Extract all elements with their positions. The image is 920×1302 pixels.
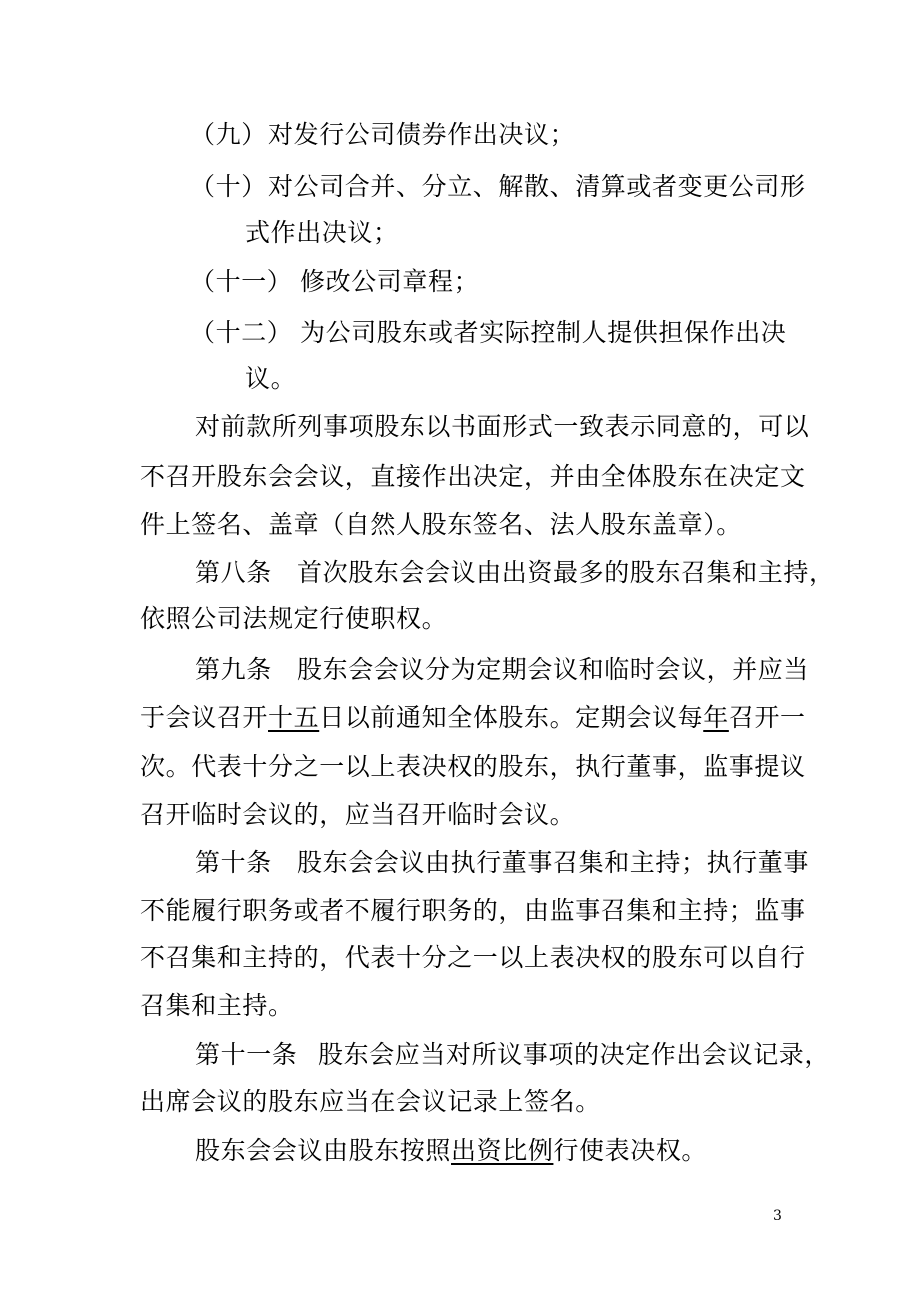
text-segment: 于会议召开 — [140, 703, 269, 732]
text-segment: 行使表决权。 — [553, 1136, 708, 1165]
article-heading: 第八条 — [195, 558, 272, 587]
item-number: （九） — [190, 120, 267, 149]
paragraph-line: 件上签名、盖章（自然人股东签名、法人股东盖章）。 — [140, 510, 742, 539]
underlined-capital-ratio: 出资比例 — [451, 1136, 554, 1165]
paragraph-line: 召开临时会议的，应当召开临时会议。 — [140, 800, 576, 829]
item-text: 修改公司章程； — [300, 267, 480, 296]
paragraph-line: 股东会会议由执行董事召集和主持；执行董事 — [297, 848, 810, 877]
underlined-year: 年 — [703, 703, 729, 732]
paragraph-line — [140, 703, 806, 733]
item-number: （十一） — [190, 267, 293, 296]
paragraph-line: 出席会议的股东应当在会议记录上签名。 — [140, 1087, 601, 1116]
text-segment: 召开一 — [728, 703, 806, 732]
item-text-continued: 式作出决议； — [245, 218, 399, 247]
paragraph-line — [195, 1136, 707, 1166]
article-heading: 第十条 — [195, 848, 272, 877]
paragraph-line: 不召集和主持的，代表十分之一以上表决权的股东可以自行 — [140, 943, 806, 972]
item-number: （十二） — [190, 318, 293, 347]
paragraph-line: 对前款所列事项股东以书面形式一致表示同意的，可以 — [195, 412, 810, 441]
paragraph-line: 首次股东会会议由出资最多的股东召集和主持， — [297, 558, 835, 587]
paragraph-line: 股东会应当对所议事项的决定作出会议记录， — [318, 1040, 831, 1069]
item-text-continued: 议。 — [245, 364, 297, 393]
item-number: （十） — [190, 172, 267, 201]
paragraph-line: 依照公司法规定行使职权。 — [140, 604, 448, 633]
paragraph-line: 股东会会议分为定期会议和临时会议，并应当 — [297, 655, 810, 684]
underlined-days: 十五 — [268, 703, 320, 732]
paragraph-line: 召集和主持。 — [140, 991, 294, 1020]
text-segment: 股东会会议由股东按照 — [195, 1136, 452, 1165]
item-text: 为公司股东或者实际控制人提供担保作出决 — [300, 318, 787, 347]
paragraph-line: 不召开股东会会议，直接作出决定，并由全体股东在决定文 — [140, 462, 806, 491]
item-text: 对发行公司债券作出决议； — [268, 120, 576, 149]
article-heading: 第十一条 — [195, 1040, 298, 1069]
text-segment: 日以前通知全体股东。定期会议每 — [319, 703, 704, 732]
page-number: 3 — [773, 1208, 782, 1224]
item-text: 对公司合并、分立、解散、清算或者变更公司形 — [268, 172, 806, 201]
article-heading: 第九条 — [195, 655, 272, 684]
paragraph-line: 不能履行职务或者不履行职务的，由监事召集和主持；监事 — [140, 896, 806, 925]
paragraph-line: 次。代表十分之一以上表决权的股东，执行董事，监事提议 — [140, 752, 806, 781]
